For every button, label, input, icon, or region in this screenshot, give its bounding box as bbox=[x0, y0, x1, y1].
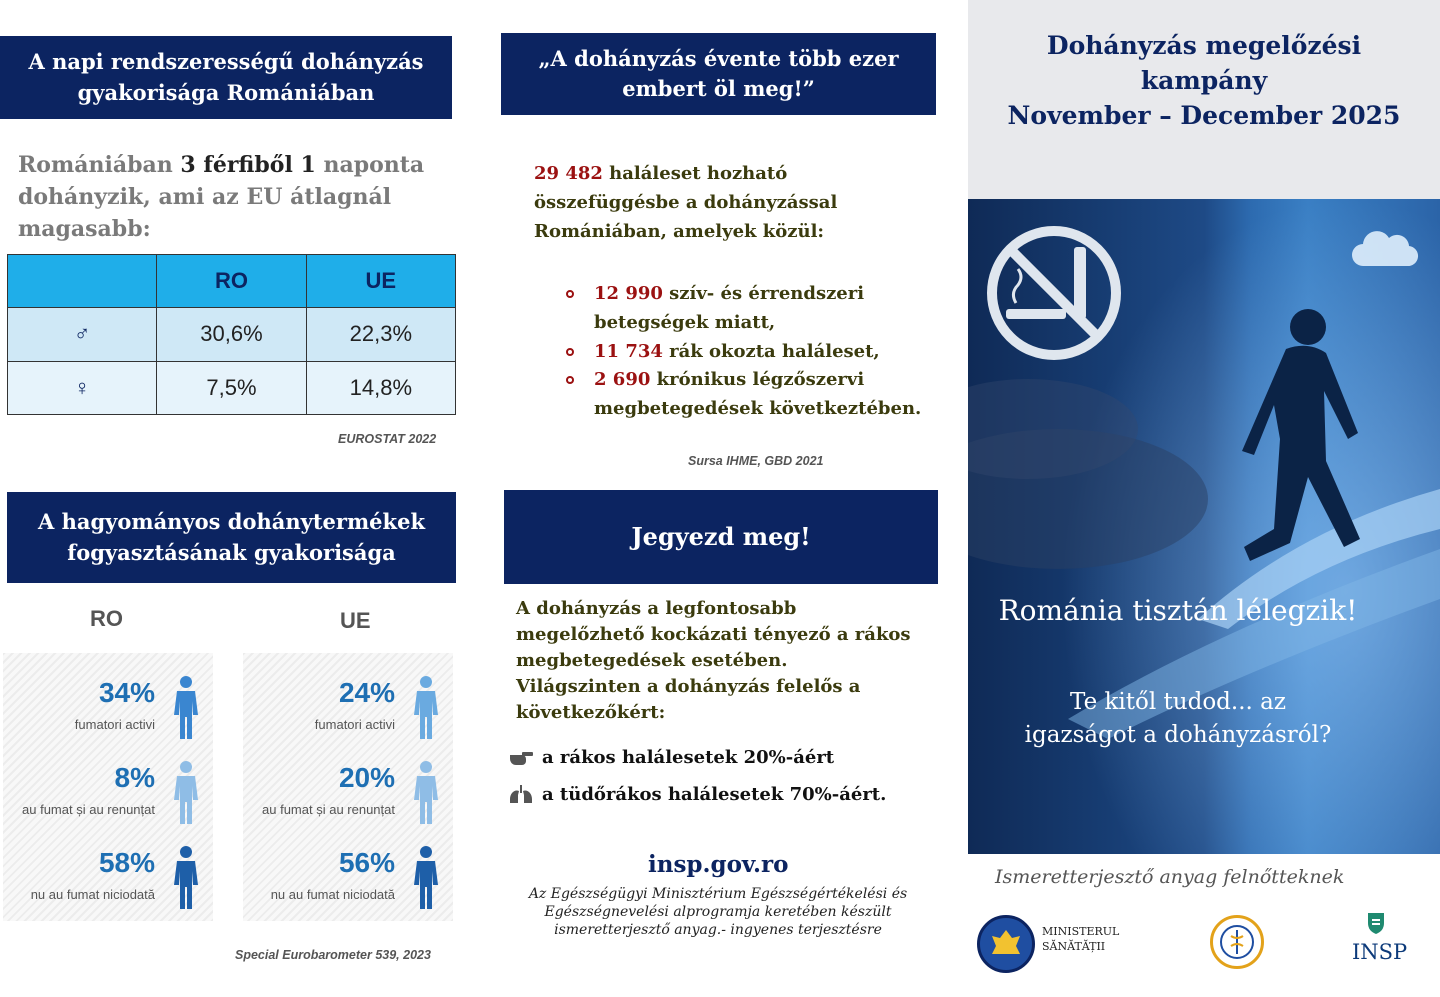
insp-website-link[interactable]: insp.gov.ro bbox=[648, 851, 789, 878]
fact-text: a tüdőrákos halálesetek 70%-áért. bbox=[542, 783, 887, 805]
government-logo bbox=[977, 915, 1035, 973]
ministry-line-2: SĂNĂTĂȚII bbox=[1042, 939, 1106, 953]
deaths-list bbox=[566, 280, 926, 424]
person-icon bbox=[171, 845, 201, 911]
list-number: 2 690 bbox=[594, 369, 651, 391]
stat-item bbox=[3, 758, 213, 838]
campaign-title-line-3: November – December 2025 bbox=[1007, 101, 1401, 130]
stat-caption: fumatori activi bbox=[74, 717, 155, 732]
eagle-crest-icon bbox=[980, 918, 1032, 970]
audience-note: Ismeretterjesztő anyag felnőtteknek bbox=[995, 866, 1345, 888]
fact-text: a rákos halálesetek 20%-áért bbox=[542, 746, 835, 768]
ro-stats-panel bbox=[3, 653, 213, 921]
stat-percent: 58% bbox=[98, 847, 155, 878]
person-icon bbox=[411, 845, 441, 911]
remember-title: Jegyezd meg! bbox=[504, 490, 938, 584]
ue-column-label: UE bbox=[340, 608, 371, 633]
remember-paragraph-2: Világszinten a dohányzás felelős a következőkért: bbox=[516, 676, 861, 724]
smoking-stats-table bbox=[7, 254, 456, 415]
table-cell-ro: 30,6% bbox=[157, 308, 306, 361]
table-header-ue: UE bbox=[306, 255, 455, 308]
ihme-source: Sursa IHME, GBD 2021 bbox=[688, 454, 824, 468]
stat-item bbox=[243, 843, 453, 923]
eurobarometer-source: Special Eurobarometer 539, 2023 bbox=[235, 948, 431, 962]
stat-percent: 56% bbox=[338, 847, 395, 878]
table-cell-ro: 7,5% bbox=[157, 361, 306, 414]
fact-lung-cancer-deaths bbox=[508, 783, 886, 805]
bullet-icon bbox=[566, 290, 574, 298]
campaign-question: Te kitől tudod... az igazságot a dohányzásról? bbox=[1024, 689, 1332, 749]
ue-stats-panel bbox=[243, 653, 453, 921]
person-icon bbox=[171, 675, 201, 741]
deaths-number: 29 482 bbox=[534, 163, 603, 184]
program-note: Az Egészségügyi Minisztérium Egészségértékelési és Egészségnevelési alprogramja keretében készült ismeretterjesztő anyag.- ingyenes terjesztésre bbox=[528, 886, 908, 939]
table-row bbox=[8, 308, 456, 361]
stat-percent: 24% bbox=[338, 677, 395, 708]
stat-item bbox=[3, 673, 213, 753]
male-symbol-icon: ♂ bbox=[8, 308, 157, 361]
intro-part2: naponta dohányzik, ami az EU átlagnál magasabb: bbox=[18, 152, 425, 242]
hero-image bbox=[968, 199, 1440, 854]
bullet-icon bbox=[566, 376, 574, 384]
lungs-icon bbox=[508, 783, 534, 805]
table-header-row bbox=[8, 255, 456, 308]
fact-cancer-deaths bbox=[508, 746, 834, 768]
ro-column-label: RO bbox=[90, 606, 123, 631]
intro-highlight: 3 férfiből 1 bbox=[180, 152, 316, 178]
stat-item bbox=[3, 843, 213, 923]
person-icon bbox=[411, 675, 441, 741]
campaign-title-line-1: Dohányzás megelőzési bbox=[1046, 31, 1362, 60]
stat-caption: fumatori activi bbox=[314, 717, 395, 732]
list-text: krónikus légzőszervi megbetegedések következtében. bbox=[594, 369, 922, 420]
quote-title: „A dohányzás évente több ezer embert öl meg!” bbox=[501, 33, 936, 115]
campaign-title-line-2: kampány bbox=[1140, 66, 1268, 95]
stat-percent: 8% bbox=[114, 762, 155, 793]
stat-item bbox=[243, 758, 453, 838]
stat-caption: au fumat și au renunțat bbox=[22, 802, 155, 817]
smoking-hand-icon bbox=[508, 746, 534, 768]
eurostat-source: EUROSTAT 2022 bbox=[338, 432, 437, 446]
intro-part1: Romániában bbox=[18, 152, 181, 178]
daily-smoking-title: A napi rendszerességű dohányzás gyakorisága Romániában bbox=[0, 36, 452, 119]
person-icon bbox=[411, 760, 441, 826]
stat-percent: 20% bbox=[338, 762, 395, 793]
table-row bbox=[8, 361, 456, 414]
list-number: 12 990 bbox=[594, 283, 663, 304]
table-cell-ue: 22,3% bbox=[306, 308, 455, 361]
list-text: rák okozta haláleset, bbox=[662, 340, 880, 362]
medical-emblem-icon bbox=[1213, 918, 1261, 966]
stat-caption: nu au fumat niciodată bbox=[30, 887, 155, 902]
table-header-ro: RO bbox=[157, 255, 306, 308]
person-icon bbox=[171, 760, 201, 826]
hero-illustration bbox=[968, 199, 1440, 854]
remember-text bbox=[516, 596, 926, 726]
deaths-text: haláleset hozható összefüggésbe a dohányzással Romániában, amelyek közül: bbox=[534, 163, 838, 242]
ministry-name bbox=[1042, 925, 1119, 955]
bullet-icon bbox=[566, 348, 574, 356]
insp-name: INSP bbox=[1352, 940, 1408, 964]
traditional-products-title: A hagyományos dohánytermékek fogyasztásának gyakorisága bbox=[7, 492, 456, 583]
list-text: szív- és érrendszeri betegségek miatt, bbox=[594, 283, 865, 333]
stat-caption: au fumat și au renunțat bbox=[262, 802, 395, 817]
table-header-empty bbox=[8, 255, 157, 308]
ministry-line-1: MINISTERUL bbox=[1042, 925, 1120, 938]
campaign-title bbox=[968, 28, 1440, 133]
dsp-logo bbox=[1210, 915, 1264, 969]
stat-percent: 34% bbox=[98, 677, 155, 708]
campaign-slogan: Románia tisztán lélegzik! bbox=[998, 594, 1358, 627]
stat-item bbox=[243, 673, 453, 753]
list-item bbox=[566, 280, 926, 338]
daily-smoking-intro bbox=[18, 150, 438, 246]
table-cell-ue: 14,8% bbox=[306, 361, 455, 414]
remember-paragraph-1: A dohányzás a legfontosabb megelőzhető kockázati tényező a rákos megbetegedések esetében. bbox=[516, 598, 911, 672]
list-number: 11 734 bbox=[594, 340, 663, 362]
deaths-summary bbox=[534, 160, 924, 246]
insp-shield-icon bbox=[1366, 911, 1386, 935]
list-item bbox=[566, 366, 926, 424]
female-symbol-icon: ♀ bbox=[8, 361, 157, 414]
list-item bbox=[566, 338, 926, 367]
stat-caption: nu au fumat niciodată bbox=[270, 887, 395, 902]
